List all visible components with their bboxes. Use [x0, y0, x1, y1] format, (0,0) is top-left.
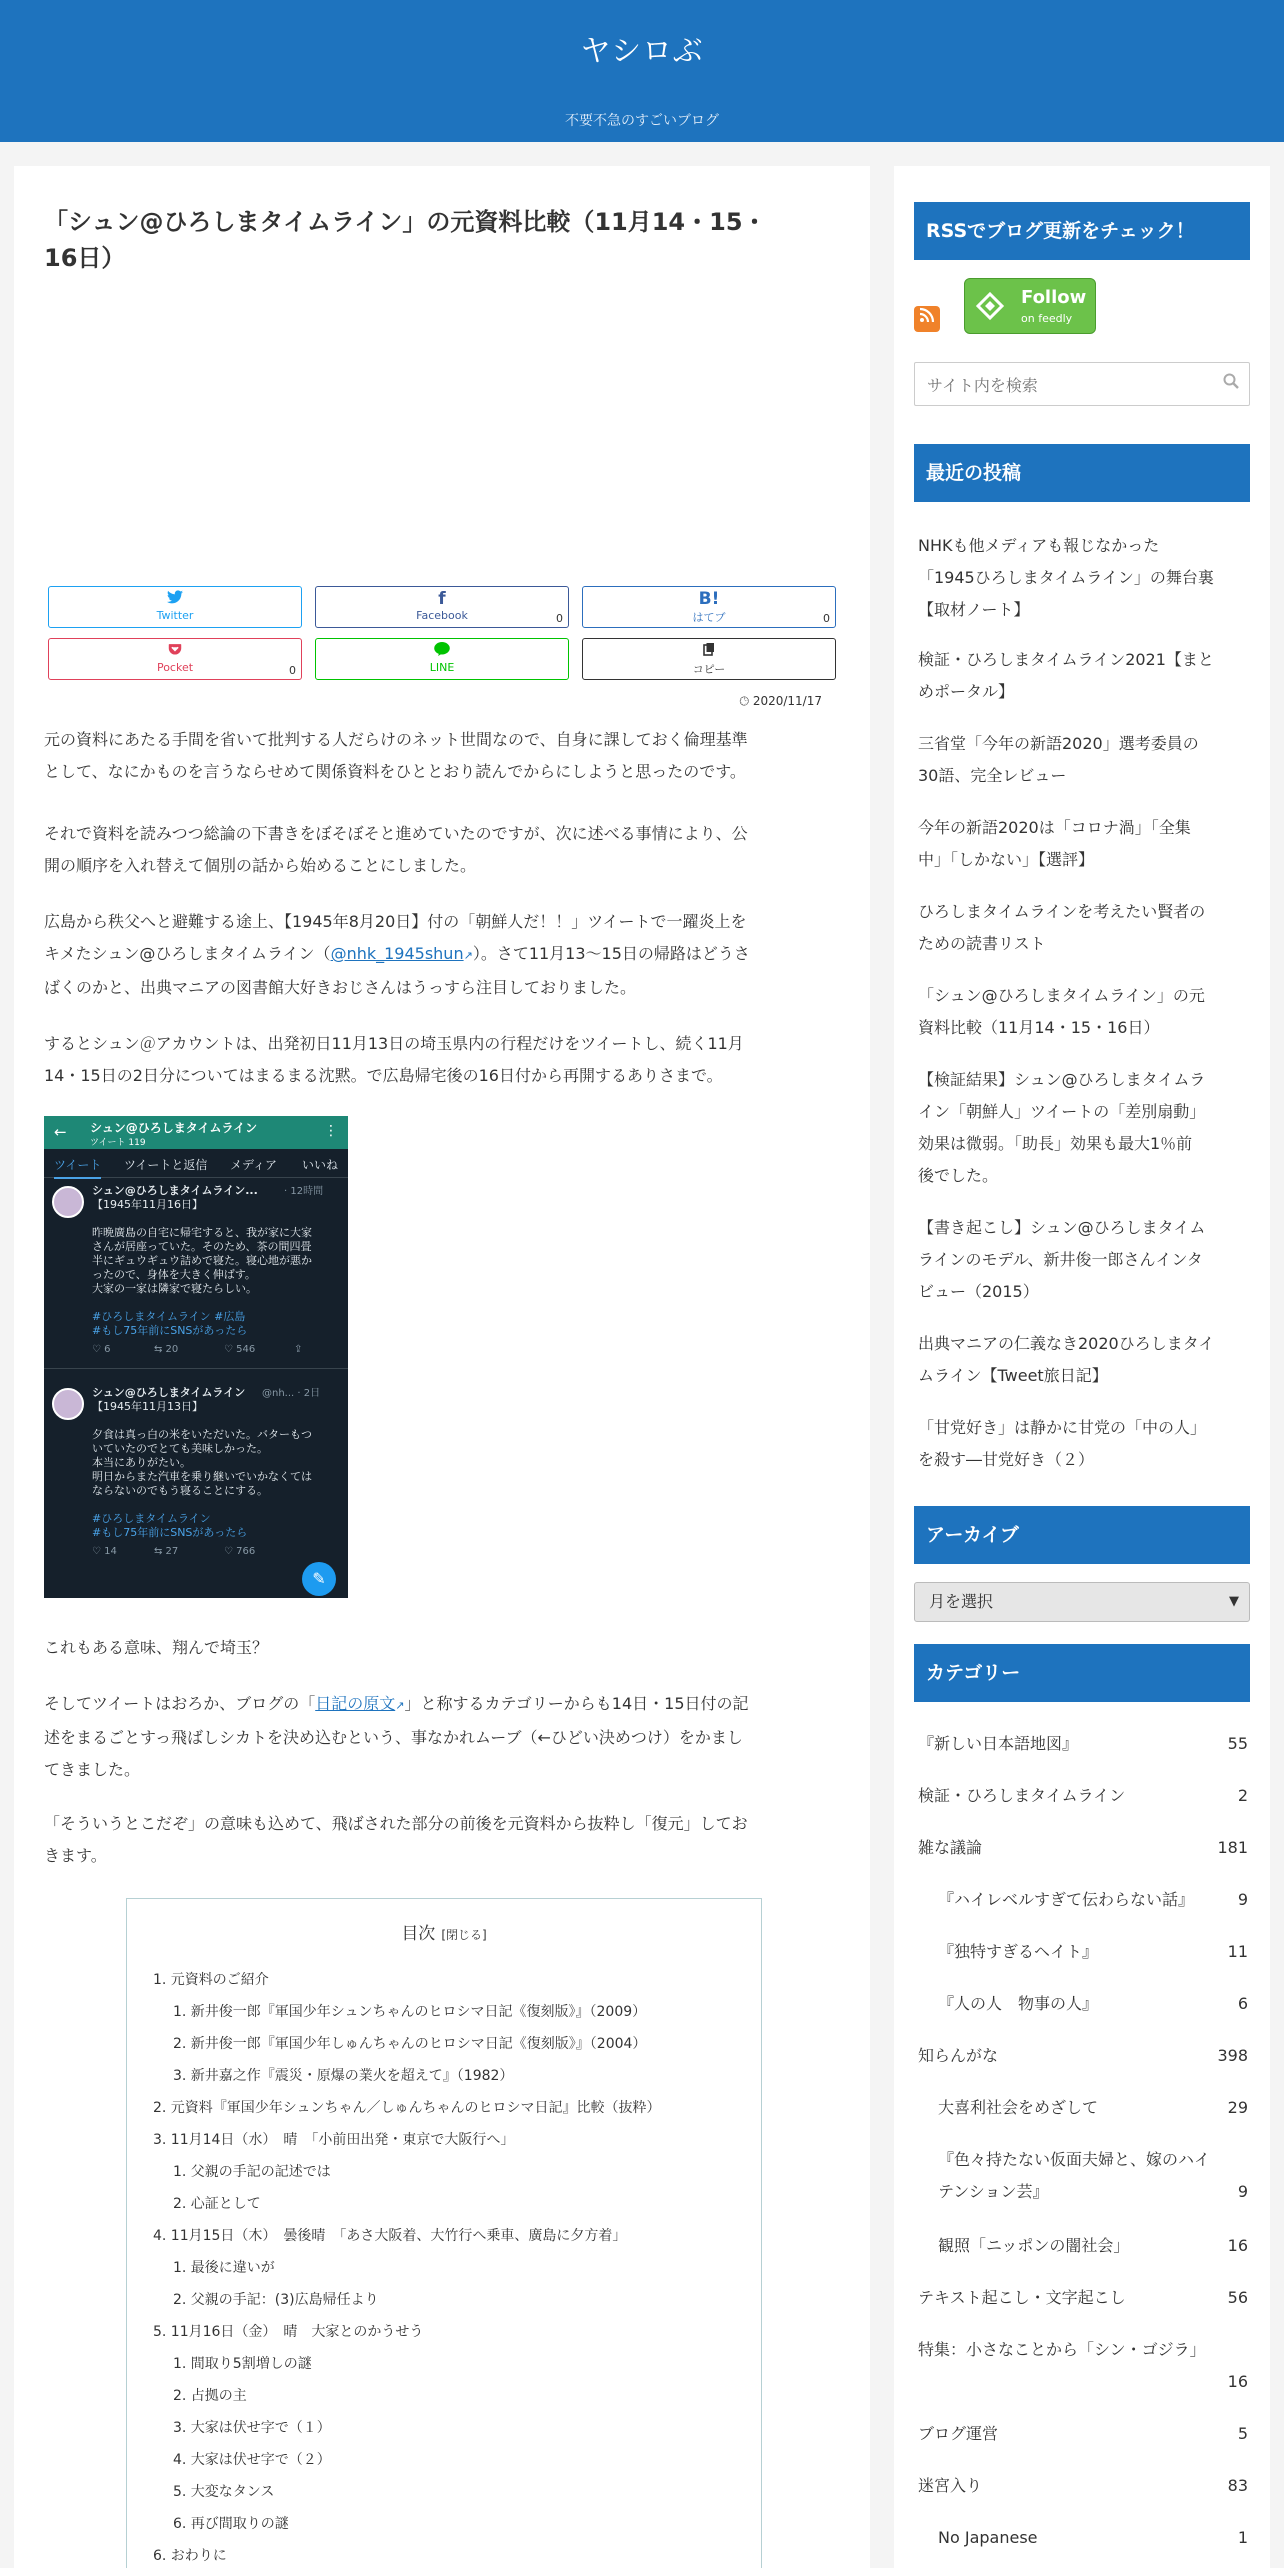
recent-post-link[interactable]: ひろしまタイムラインを考えたい賢者の ための読書リスト	[918, 902, 1206, 953]
category-link[interactable]: ブログ運営	[918, 2424, 999, 2443]
category-count: 398	[1217, 2046, 1248, 2065]
recent-post-link[interactable]: NHKも他メディアも報じなかった 「1945ひろしまタイムライン」の舞台裏 【取材ノート】	[918, 536, 1214, 619]
category-link[interactable]: 『ハイレベルすぎて伝わらない話』	[938, 1890, 1195, 1909]
post-date: 🕒︎ 2020/11/17	[739, 694, 822, 708]
category-link[interactable]: 観照「ニッポンの闇社会」	[938, 2236, 1130, 2255]
search-input[interactable]	[915, 363, 1219, 407]
paragraph: そしてツイートはおろか、ブログの「日記の原文↗」と称するカテゴリーからも14日・15日付の記 述をまるごとすっ飛ばしシカトを決め込むという、事なかれムーブ（←ひどい決めつけ）をかまし てきました。	[44, 1694, 749, 1779]
article-main	[14, 166, 870, 2568]
toc-item[interactable]: 2. 占拠の主	[173, 2388, 247, 2404]
toc-item[interactable]: 1. 父親の手記の記述では	[173, 2164, 331, 2180]
toc-item[interactable]: 6. おわりに	[153, 2548, 227, 2564]
category-count: 5	[1237, 2424, 1248, 2443]
toc-title: 目次 [閉じる]	[401, 1924, 487, 1944]
toc-item[interactable]: 2. 新井俊一郎『軍国少年しゅんちゃんのヒロシマ日記《復刻版》』（2004）	[173, 2036, 647, 2052]
recent-post-link[interactable]: 三省堂「今年の新語2020」選考委員の 30語、完全レビュー	[918, 734, 1199, 785]
recent-post-link[interactable]: 出典マニアの仁義なき2020ひろしまタイ ムライン【Tweet旅日記】	[918, 1334, 1215, 1385]
archive-select[interactable]: 月を選択 ▼	[914, 1582, 1250, 1622]
toc-item[interactable]: 3. 大家は伏せ字で（１）	[173, 2420, 331, 2436]
share-pocket-button[interactable]: Pocket 0	[48, 638, 302, 680]
category-count: 181	[1217, 1838, 1248, 1857]
more-icon: ⋮	[324, 1123, 338, 1139]
paragraph: これもある意味、翔んで埼玉？	[44, 1638, 269, 1657]
category-link[interactable]: 『色々持たない仮面夫婦と、嫁のハイ テンション芸』	[938, 2150, 1211, 2201]
archive-heading: アーカイブ	[914, 1506, 1250, 1564]
site-header	[0, 0, 1284, 142]
category-count: 11	[1227, 1942, 1248, 1961]
category-link[interactable]: テキスト起こし・文字起こし	[918, 2288, 1126, 2307]
toc-item[interactable]: 4. 11月15日（木） 曇後晴 「あさ大阪着、大竹行へ乗車、廣島に夕方着」	[153, 2228, 627, 2244]
hatena-count: 0	[823, 612, 830, 625]
toc-item[interactable]: 4. 大家は伏せ字で（２）	[173, 2452, 331, 2468]
facebook-icon: f	[438, 589, 446, 609]
toc-item[interactable]: 3. 11月14日（水） 晴 「小前田出発・東京で大阪行へ」	[153, 2132, 515, 2148]
paragraph: それで資料を読みつつ総論の下書きをぼそぼそと進めていたのですが、次に述べる事情により、公 開の順序を入れ替えて個別の話から始めることにしました。	[44, 824, 748, 875]
site-title[interactable]: ヤシロぶ	[580, 34, 704, 69]
feedly-icon	[975, 291, 1005, 328]
external-link-icon: ↗	[395, 1699, 405, 1712]
facebook-count: 0	[556, 612, 563, 625]
divider	[44, 1368, 348, 1369]
category-count: 16	[1227, 2372, 1248, 2391]
tweet-post: シュン@ひろしまタイムライン... · 12時間 【1945年11月16日】 昨晩廣島の自宅に帰宅すると、我が家に大家 さんが居座っていた。そのため、茶の間四畳 半にギュウギュウ詰めで寝た。寝心地が悪か ったので、身体を大きく伸ばす。 大家の一家は隣家で寝たらしい。 #ひろしまタイムライン #広島 #もし75年前にSNSがあったら ♡ 6 ⇆ 20 ♡ 546 ⇪	[44, 1178, 348, 1378]
diary-category-link[interactable]: 日記の原文	[315, 1694, 396, 1713]
recent-post-link[interactable]: 「シュン@ひろしまタイムライン」の元 資料比較（11月14・15・16日）	[918, 986, 1205, 1037]
category-count: 6	[1237, 1994, 1248, 2013]
category-count: 2	[1237, 1786, 1248, 1805]
hatena-icon: B!	[698, 589, 720, 609]
paragraph: するとシュン＠アカウントは、出発初日11月13日の埼玉県内の行程だけをツイートし、続く11月 14・15日の2日分についてはまるまる沈黙。で広島帰宅後の16日付から再開するありさまで。	[44, 1034, 744, 1085]
external-link-icon: ↗	[463, 949, 473, 962]
share-facebook-button[interactable]: f Facebook 0	[315, 586, 569, 628]
share-copy-button[interactable]: コピー	[582, 638, 836, 680]
avatar	[52, 1388, 84, 1420]
category-link[interactable]: 検証・ひろしまタイムライン	[918, 1786, 1126, 1805]
sidebar	[894, 166, 1270, 2568]
site-tagline: 不要不急のすごいブログ	[565, 113, 719, 129]
site-search	[914, 362, 1250, 406]
category-count: 55	[1227, 1734, 1248, 1753]
recent-post-link[interactable]: 「甘党好き」は静かに甘党の「中の人」 を殺す―甘党好き（２）	[918, 1418, 1207, 1469]
category-link[interactable]: 知らんがな	[918, 2046, 999, 2065]
toc-close-toggle[interactable]: [閉じる]	[441, 1928, 487, 1942]
toc-item[interactable]: 6. 再び間取りの謎	[173, 2516, 289, 2532]
toc-item[interactable]: 5. 11月16日（金） 晴 大家とのかうせう	[153, 2324, 424, 2340]
table-of-contents	[126, 1898, 762, 2568]
toc-item[interactable]: 1. 新井俊一郎『軍国少年シュンちゃんのヒロシマ日記《復刻版》』（2009）	[173, 2004, 647, 2020]
recent-post-link[interactable]: 【検証結果】シュン@ひろしまタイムラ イン「朝鮮人」ツイートの「差別扇動」 効果は微弱。「助長」効果も最大1％前 後でした。	[918, 1070, 1206, 1185]
twitter-account-link[interactable]: @nhk_1945shun	[330, 944, 464, 963]
line-icon	[316, 642, 568, 660]
category-count: 83	[1227, 2476, 1248, 2495]
tweet-profile-header: ← シュン@ひろしまタイムライン ツイート 119 ⋮	[44, 1116, 348, 1149]
toc-item[interactable]: 2. 父親の手記：(3)広島帰任より	[173, 2292, 379, 2308]
category-count: 9	[1237, 1890, 1248, 1909]
pocket-icon	[49, 642, 301, 660]
category-count: 1	[1237, 2528, 1248, 2547]
category-count: 56	[1227, 2288, 1248, 2307]
share-twitter-button[interactable]: Twitter	[48, 586, 302, 628]
back-arrow-icon: ←	[54, 1123, 67, 1141]
category-link[interactable]: 特集：小さなことから「シン・ゴジラ」	[918, 2340, 1206, 2359]
paragraph: 広島から秩父へと避難する途上、【1945年8月20日】付の「朝鮮人だ！！」ツイートで一躍炎上を キメたシュン@ひろしまタイムライン（@nhk_1945shun↗）。さて11月13〜15日の帰路はどうさ ばくのかと、出典マニアの図書館大好きおじさんはうっすら注目しておりました。	[44, 912, 750, 997]
share-line-button[interactable]: LINE	[315, 638, 569, 680]
recent-posts-heading: 最近の投稿	[914, 444, 1250, 502]
twitter-icon	[49, 590, 301, 608]
tweet-post: シュン@ひろしまタイムライン @nh... · 2日 【1945年11月13日】 夕食は真っ白の米をいただいた。バターもつ いていたのでとても美味しかった。 本当にありがたい。 明日からまた汽車を乗り継いでいかなくては ならないのでもう寝ることにする。 #ひろしまタイムライン #もし75年前にSNSがあったら ♡ 14 ⇆ 27 ♡ 766	[44, 1380, 348, 1580]
category-link[interactable]: 『独特すぎるヘイト』	[938, 1942, 1099, 1961]
category-link[interactable]: No Japanese	[938, 2528, 1038, 2547]
pocket-count: 0	[289, 664, 296, 677]
toc-item[interactable]: 1. 元資料のご紹介	[153, 1972, 269, 1988]
toc-item[interactable]: 2. 心証として	[173, 2196, 261, 2212]
recent-post-link[interactable]: 検証・ひろしまタイムライン2021【まと めポータル】	[918, 650, 1214, 701]
compose-icon: ✎	[302, 1562, 336, 1596]
rss-icon[interactable]	[914, 306, 940, 332]
category-link[interactable]: 雑な議論	[918, 1838, 983, 1857]
category-link[interactable]: 大喜利社会をめざして	[938, 2098, 1099, 2117]
paragraph: 元の資料にあたる手間を省いて批判する人だらけのネット世間なので、自身に課しておく倫理基準 として、なにかものを言うならせめて関係資料をひととおり読んでからにしようと思ったのです。	[44, 730, 748, 781]
copy-icon	[583, 642, 835, 660]
tweet-tabs: ツイート ツイートと返信 メディア いいね	[44, 1149, 348, 1178]
category-link[interactable]: 『人の人 物事の人』	[938, 1994, 1099, 2013]
category-link[interactable]: 迷宮入り	[918, 2476, 983, 2495]
chevron-down-icon: ▼	[1229, 1594, 1239, 1609]
clock-icon: 🕒︎	[739, 694, 749, 708]
toc-item[interactable]: 3. 新井嘉之作『震災・原爆の業火を超えて』（1982）	[173, 2068, 514, 2084]
category-count: 9	[1237, 2182, 1248, 2201]
article-title: 「シュン@ひろしまタイムライン」の元資料比較（11月14・15・ 16日）	[44, 208, 767, 272]
recent-post-link[interactable]: 【書き起こし】シュン@ひろしまタイム ラインのモデル、新井俊一郎さんインタ ビュー（2015）	[918, 1218, 1206, 1301]
avatar	[52, 1186, 84, 1218]
share-hatena-button[interactable]: B! はてブ 0	[582, 586, 836, 628]
paragraph: 「そういうとこだぞ」の意味も込めて、飛ばされた部分の前後を元資料から抜粋し「復元」してお きます。	[44, 1814, 748, 1865]
category-count: 16	[1227, 2236, 1248, 2255]
search-icon[interactable]	[1223, 373, 1239, 394]
category-link[interactable]: 『新しい日本語地図』	[918, 1734, 1079, 1753]
toc-item[interactable]: 1. 間取り5割増しの謎	[173, 2356, 312, 2372]
tweet-screenshot	[44, 1116, 348, 1598]
toc-item[interactable]: 5. 大変なタンス	[173, 2484, 275, 2500]
feedly-follow-button[interactable]: Follow on feedly	[964, 278, 1096, 334]
category-count: 29	[1227, 2098, 1248, 2117]
toc-item[interactable]: 2. 元資料『軍国少年シュンちゃん／しゅんちゃんのヒロシマ日記』比較（抜粋）	[153, 2100, 661, 2116]
toc-item[interactable]: 1. 最後に違いが	[173, 2260, 275, 2276]
recent-post-link[interactable]: 今年の新語2020は「コロナ渦」「全集 中」「しかない」【選評】	[918, 818, 1191, 869]
rss-widget-heading: RSSでブログ更新をチェック！	[914, 202, 1250, 260]
category-heading: カテゴリー	[914, 1644, 1250, 1702]
